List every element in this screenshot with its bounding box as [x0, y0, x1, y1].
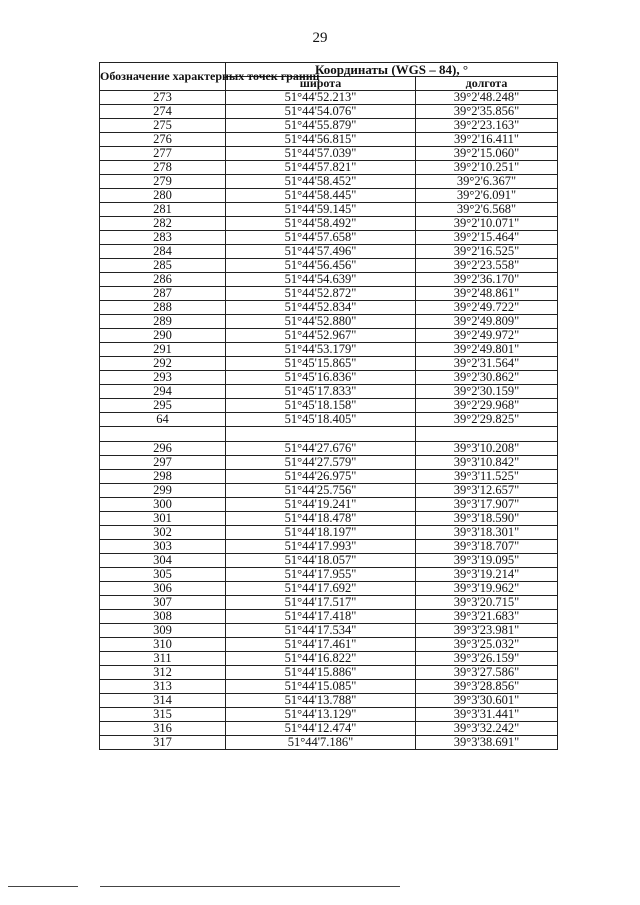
longitude-cell: 39°3'25.032" [416, 638, 558, 652]
longitude-cell: 39°3'18.707" [416, 540, 558, 554]
latitude-cell: 51°44'52.880" [226, 315, 416, 329]
point-id-cell: 289 [100, 315, 226, 329]
point-id-cell: 286 [100, 273, 226, 287]
longitude-cell: 39°3'32.242" [416, 722, 558, 736]
point-id-cell: 279 [100, 175, 226, 189]
table-row [100, 357, 558, 371]
table-row [100, 385, 558, 399]
table-row [100, 484, 558, 498]
page-number: 29 [312, 30, 328, 46]
longitude-cell: 39°3'26.159" [416, 652, 558, 666]
latitude-cell: 51°44'54.639" [226, 273, 416, 287]
latitude-cell: 51°44'17.534" [226, 624, 416, 638]
point-id-cell: 287 [100, 287, 226, 301]
table-row [100, 666, 558, 680]
latitude-cell: 51°44'57.496" [226, 245, 416, 259]
latitude-cell: 51°44'18.478" [226, 512, 416, 526]
point-id-cell: 276 [100, 133, 226, 147]
latitude-cell: 51°44'17.461" [226, 638, 416, 652]
table-row [100, 329, 558, 343]
point-id-cell: 307 [100, 596, 226, 610]
latitude-cell: 51°45'16.836" [226, 371, 416, 385]
longitude-cell: 39°2'49.972" [416, 329, 558, 343]
table-row [100, 624, 558, 638]
longitude-cell: 39°2'30.862" [416, 371, 558, 385]
header-latitude: широта [226, 77, 416, 91]
latitude-cell: 51°45'17.833" [226, 385, 416, 399]
point-id-cell: 290 [100, 329, 226, 343]
latitude-cell: 51°44'7.186" [226, 736, 416, 750]
table-row [100, 540, 558, 554]
latitude-cell: 51°44'19.241" [226, 498, 416, 512]
longitude-cell: 39°3'19.214" [416, 568, 558, 582]
point-id-cell: 308 [100, 610, 226, 624]
latitude-cell: 51°44'13.788" [226, 694, 416, 708]
point-id-cell [100, 427, 226, 442]
point-id-cell: 274 [100, 105, 226, 119]
longitude-cell: 39°2'48.861" [416, 287, 558, 301]
table-body [100, 91, 558, 750]
latitude-cell: 51°44'57.658" [226, 231, 416, 245]
latitude-cell: 51°44'12.474" [226, 722, 416, 736]
latitude-cell: 51°44'57.821" [226, 161, 416, 175]
point-id-cell: 285 [100, 259, 226, 273]
latitude-cell: 51°44'18.057" [226, 554, 416, 568]
point-id-cell: 314 [100, 694, 226, 708]
point-id-cell: 299 [100, 484, 226, 498]
point-id-cell: 312 [100, 666, 226, 680]
point-id-cell: 273 [100, 91, 226, 105]
longitude-cell: 39°2'16.411" [416, 133, 558, 147]
latitude-cell: 51°44'52.872" [226, 287, 416, 301]
latitude-cell: 51°44'54.076" [226, 105, 416, 119]
longitude-cell: 39°2'23.163" [416, 119, 558, 133]
longitude-cell: 39°3'18.590" [416, 512, 558, 526]
latitude-cell: 51°44'15.886" [226, 666, 416, 680]
longitude-cell: 39°2'30.159" [416, 385, 558, 399]
table-row [100, 245, 558, 259]
point-id-cell: 284 [100, 245, 226, 259]
table-row [100, 413, 558, 427]
table-row [100, 203, 558, 217]
latitude-cell [226, 427, 416, 442]
longitude-cell: 39°3'10.208" [416, 442, 558, 456]
point-id-cell: 292 [100, 357, 226, 371]
latitude-cell: 51°44'17.692" [226, 582, 416, 596]
longitude-cell: 39°2'29.968" [416, 399, 558, 413]
table-row [100, 498, 558, 512]
latitude-cell: 51°44'15.085" [226, 680, 416, 694]
longitude-cell: 39°2'35.856" [416, 105, 558, 119]
table-row [100, 315, 558, 329]
longitude-cell: 39°2'49.809" [416, 315, 558, 329]
latitude-cell: 51°44'52.213" [226, 91, 416, 105]
latitude-cell: 51°44'17.418" [226, 610, 416, 624]
point-id-cell: 311 [100, 652, 226, 666]
latitude-cell: 51°44'17.517" [226, 596, 416, 610]
table-row [100, 652, 558, 666]
longitude-cell: 39°3'12.657" [416, 484, 558, 498]
latitude-cell: 51°45'15.865" [226, 357, 416, 371]
point-id-cell: 280 [100, 189, 226, 203]
table-row [100, 175, 558, 189]
point-id-cell: 275 [100, 119, 226, 133]
longitude-cell: 39°2'49.801" [416, 343, 558, 357]
point-id-cell: 291 [100, 343, 226, 357]
table-row [100, 287, 558, 301]
longitude-cell: 39°3'31.441" [416, 708, 558, 722]
table-row [100, 147, 558, 161]
point-id-cell: 281 [100, 203, 226, 217]
table-row [100, 680, 558, 694]
latitude-cell: 51°44'53.179" [226, 343, 416, 357]
longitude-cell: 39°2'49.722" [416, 301, 558, 315]
point-id-cell: 313 [100, 680, 226, 694]
latitude-cell: 51°44'58.445" [226, 189, 416, 203]
point-id-cell: 278 [100, 161, 226, 175]
latitude-cell: 51°44'52.834" [226, 301, 416, 315]
latitude-cell: 51°44'25.756" [226, 484, 416, 498]
table-row [100, 694, 558, 708]
longitude-cell: 39°2'36.170" [416, 273, 558, 287]
longitude-cell: 39°3'20.715" [416, 596, 558, 610]
point-id-cell: 293 [100, 371, 226, 385]
point-id-cell: 295 [100, 399, 226, 413]
table-row [100, 259, 558, 273]
table-row [100, 91, 558, 105]
table-row [100, 231, 558, 245]
point-id-cell: 282 [100, 217, 226, 231]
point-id-cell: 317 [100, 736, 226, 750]
longitude-cell: 39°3'10.842" [416, 456, 558, 470]
table-row [100, 442, 558, 456]
longitude-cell: 39°3'11.525" [416, 470, 558, 484]
header-point-designation: Обозначение характерных точек границ [100, 63, 226, 91]
footer-divider [100, 886, 400, 887]
point-id-cell: 296 [100, 442, 226, 456]
table-row [100, 343, 558, 357]
latitude-cell: 51°44'26.975" [226, 470, 416, 484]
table-row [100, 554, 558, 568]
point-id-cell: 306 [100, 582, 226, 596]
table-row [100, 708, 558, 722]
point-id-cell: 298 [100, 470, 226, 484]
point-id-cell: 277 [100, 147, 226, 161]
latitude-cell: 51°44'56.456" [226, 259, 416, 273]
table-row [100, 512, 558, 526]
longitude-cell: 39°2'16.525" [416, 245, 558, 259]
table-row [100, 638, 558, 652]
point-id-cell: 297 [100, 456, 226, 470]
table-row [100, 189, 558, 203]
latitude-cell: 51°44'58.492" [226, 217, 416, 231]
latitude-cell: 51°44'27.579" [226, 456, 416, 470]
point-id-cell: 303 [100, 540, 226, 554]
longitude-cell: 39°3'38.691" [416, 736, 558, 750]
header-longitude: долгота [416, 77, 558, 91]
longitude-cell [416, 427, 558, 442]
latitude-cell: 51°44'55.879" [226, 119, 416, 133]
point-id-cell: 305 [100, 568, 226, 582]
longitude-cell: 39°3'19.095" [416, 554, 558, 568]
longitude-cell: 39°2'48.248" [416, 91, 558, 105]
longitude-cell: 39°3'27.586" [416, 666, 558, 680]
longitude-cell: 39°3'30.601" [416, 694, 558, 708]
longitude-cell: 39°3'21.683" [416, 610, 558, 624]
longitude-cell: 39°2'15.060" [416, 147, 558, 161]
latitude-cell: 51°44'13.129" [226, 708, 416, 722]
latitude-cell: 51°44'56.815" [226, 133, 416, 147]
point-id-cell: 294 [100, 385, 226, 399]
longitude-cell: 39°3'18.301" [416, 526, 558, 540]
longitude-cell: 39°2'6.091" [416, 189, 558, 203]
longitude-cell: 39°2'31.564" [416, 357, 558, 371]
latitude-cell: 51°44'17.993" [226, 540, 416, 554]
table-row [100, 456, 558, 470]
point-id-cell: 300 [100, 498, 226, 512]
longitude-cell: 39°2'23.558" [416, 259, 558, 273]
point-id-cell: 315 [100, 708, 226, 722]
longitude-cell: 39°2'10.251" [416, 161, 558, 175]
longitude-cell: 39°2'10.071" [416, 217, 558, 231]
latitude-cell: 51°44'18.197" [226, 526, 416, 540]
table-row [100, 161, 558, 175]
point-id-cell: 288 [100, 301, 226, 315]
table-row [100, 722, 558, 736]
table-row [100, 610, 558, 624]
table-row [100, 470, 558, 484]
table-row [100, 582, 558, 596]
longitude-cell: 39°3'28.856" [416, 680, 558, 694]
table-row [100, 273, 558, 287]
latitude-cell: 51°44'16.822" [226, 652, 416, 666]
longitude-cell: 39°2'29.825" [416, 413, 558, 427]
table-row [100, 596, 558, 610]
longitude-cell: 39°2'6.568" [416, 203, 558, 217]
point-id-cell: 301 [100, 512, 226, 526]
latitude-cell: 51°44'27.676" [226, 442, 416, 456]
table-row [100, 105, 558, 119]
table-row [100, 301, 558, 315]
point-id-cell: 64 [100, 413, 226, 427]
longitude-cell: 39°2'15.464" [416, 231, 558, 245]
point-id-cell: 310 [100, 638, 226, 652]
table-row [100, 133, 558, 147]
longitude-cell: 39°3'17.907" [416, 498, 558, 512]
footer-divider-left [8, 886, 78, 887]
table-row [100, 568, 558, 582]
table-row [100, 427, 558, 442]
table-row [100, 371, 558, 385]
longitude-cell: 39°3'19.962" [416, 582, 558, 596]
longitude-cell: 39°3'23.981" [416, 624, 558, 638]
latitude-cell: 51°45'18.158" [226, 399, 416, 413]
table-row [100, 736, 558, 750]
header-coordinates: Координаты (WGS – 84), ° [226, 63, 558, 77]
coordinates-table [99, 62, 558, 750]
table-row [100, 399, 558, 413]
point-id-cell: 302 [100, 526, 226, 540]
latitude-cell: 51°44'57.039" [226, 147, 416, 161]
latitude-cell: 51°44'59.145" [226, 203, 416, 217]
latitude-cell: 51°44'58.452" [226, 175, 416, 189]
table-row [100, 526, 558, 540]
point-id-cell: 316 [100, 722, 226, 736]
point-id-cell: 283 [100, 231, 226, 245]
table-row [100, 217, 558, 231]
point-id-cell: 309 [100, 624, 226, 638]
latitude-cell: 51°45'18.405" [226, 413, 416, 427]
longitude-cell: 39°2'6.367" [416, 175, 558, 189]
point-id-cell: 304 [100, 554, 226, 568]
table-row [100, 119, 558, 133]
latitude-cell: 51°44'52.967" [226, 329, 416, 343]
latitude-cell: 51°44'17.955" [226, 568, 416, 582]
